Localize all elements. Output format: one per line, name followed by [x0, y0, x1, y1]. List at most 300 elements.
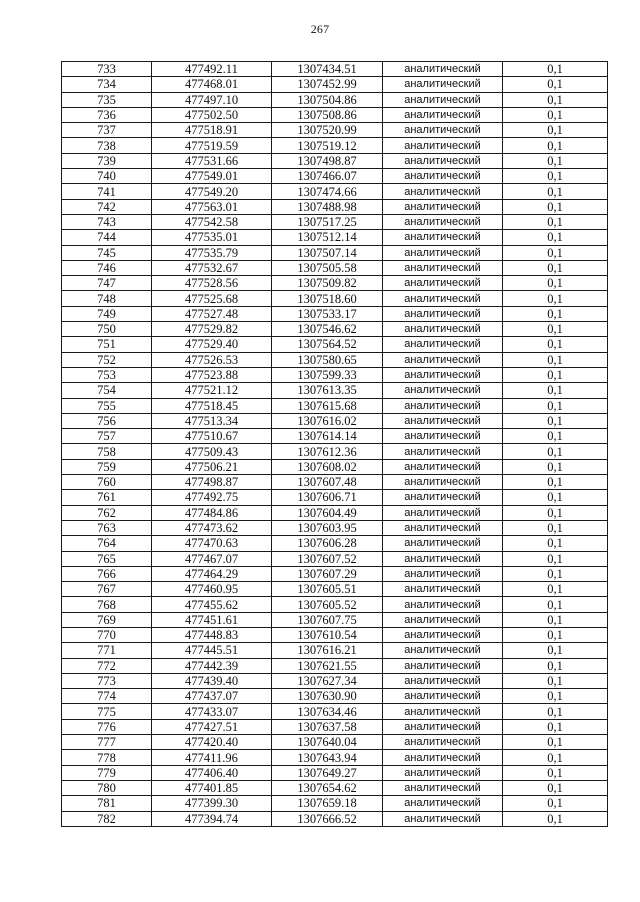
point-number-cell: 734 — [62, 77, 152, 92]
y-coordinate-cell: 1307517.25 — [272, 214, 383, 229]
y-coordinate-cell: 1307512.14 — [272, 230, 383, 245]
x-coordinate-cell: 477529.40 — [152, 337, 272, 352]
point-number-cell: 762 — [62, 505, 152, 520]
accuracy-cell: 0,1 — [503, 597, 608, 612]
y-coordinate-cell: 1307519.12 — [272, 138, 383, 153]
accuracy-cell: 0,1 — [503, 444, 608, 459]
y-coordinate-cell: 1307466.07 — [272, 169, 383, 184]
accuracy-cell: 0,1 — [503, 429, 608, 444]
x-coordinate-cell: 477411.96 — [152, 750, 272, 765]
y-coordinate-cell: 1307605.52 — [272, 597, 383, 612]
accuracy-cell: 0,1 — [503, 750, 608, 765]
table-row — [62, 214, 608, 229]
x-coordinate-cell: 477513.34 — [152, 413, 272, 428]
method-cell: аналитический — [383, 520, 503, 535]
point-number-cell: 745 — [62, 245, 152, 260]
point-number-cell: 740 — [62, 169, 152, 184]
x-coordinate-cell: 477529.82 — [152, 322, 272, 337]
table-row — [62, 627, 608, 642]
method-cell: аналитический — [383, 123, 503, 138]
method-cell: аналитический — [383, 383, 503, 398]
y-coordinate-cell: 1307654.62 — [272, 780, 383, 795]
y-coordinate-cell: 1307614.14 — [272, 429, 383, 444]
method-cell: аналитический — [383, 750, 503, 765]
method-cell: аналитический — [383, 811, 503, 826]
accuracy-cell: 0,1 — [503, 62, 608, 77]
table-row — [62, 107, 608, 122]
y-coordinate-cell: 1307643.94 — [272, 750, 383, 765]
y-coordinate-cell: 1307434.51 — [272, 62, 383, 77]
accuracy-cell: 0,1 — [503, 520, 608, 535]
method-cell: аналитический — [383, 138, 503, 153]
point-number-cell: 782 — [62, 811, 152, 826]
table-row — [62, 291, 608, 306]
x-coordinate-cell: 477526.53 — [152, 352, 272, 367]
table-row — [62, 551, 608, 566]
table-row — [62, 475, 608, 490]
method-cell: аналитический — [383, 612, 503, 627]
x-coordinate-cell: 477535.79 — [152, 245, 272, 260]
x-coordinate-cell: 477542.58 — [152, 214, 272, 229]
y-coordinate-cell: 1307649.27 — [272, 765, 383, 780]
table-row — [62, 260, 608, 275]
accuracy-cell: 0,1 — [503, 276, 608, 291]
accuracy-cell: 0,1 — [503, 245, 608, 260]
point-number-cell: 779 — [62, 765, 152, 780]
table-row — [62, 520, 608, 535]
x-coordinate-cell: 477509.43 — [152, 444, 272, 459]
y-coordinate-cell: 1307518.60 — [272, 291, 383, 306]
point-number-cell: 755 — [62, 398, 152, 413]
table-row — [62, 811, 608, 826]
table-row — [62, 750, 608, 765]
y-coordinate-cell: 1307533.17 — [272, 306, 383, 321]
accuracy-cell: 0,1 — [503, 643, 608, 658]
x-coordinate-cell: 477484.86 — [152, 505, 272, 520]
method-cell: аналитический — [383, 551, 503, 566]
table-row — [62, 459, 608, 474]
y-coordinate-cell: 1307488.98 — [272, 199, 383, 214]
table-row — [62, 582, 608, 597]
accuracy-cell: 0,1 — [503, 92, 608, 107]
accuracy-cell: 0,1 — [503, 704, 608, 719]
table-row — [62, 77, 608, 92]
accuracy-cell: 0,1 — [503, 551, 608, 566]
accuracy-cell: 0,1 — [503, 582, 608, 597]
method-cell: аналитический — [383, 230, 503, 245]
x-coordinate-cell: 477492.75 — [152, 490, 272, 505]
table-row — [62, 689, 608, 704]
x-coordinate-cell: 477420.40 — [152, 735, 272, 750]
x-coordinate-cell: 477492.11 — [152, 62, 272, 77]
y-coordinate-cell: 1307546.62 — [272, 322, 383, 337]
point-number-cell: 753 — [62, 367, 152, 382]
method-cell: аналитический — [383, 505, 503, 520]
method-cell: аналитический — [383, 536, 503, 551]
method-cell: аналитический — [383, 214, 503, 229]
y-coordinate-cell: 1307607.75 — [272, 612, 383, 627]
y-coordinate-cell: 1307666.52 — [272, 811, 383, 826]
point-number-cell: 746 — [62, 260, 152, 275]
table-row — [62, 796, 608, 811]
accuracy-cell: 0,1 — [503, 627, 608, 642]
point-number-cell: 758 — [62, 444, 152, 459]
accuracy-cell: 0,1 — [503, 337, 608, 352]
point-number-cell: 757 — [62, 429, 152, 444]
y-coordinate-cell: 1307520.99 — [272, 123, 383, 138]
method-cell: аналитический — [383, 459, 503, 474]
table-row — [62, 383, 608, 398]
method-cell: аналитический — [383, 658, 503, 673]
method-cell: аналитический — [383, 77, 503, 92]
y-coordinate-cell: 1307505.58 — [272, 260, 383, 275]
point-number-cell: 767 — [62, 582, 152, 597]
accuracy-cell: 0,1 — [503, 475, 608, 490]
accuracy-cell: 0,1 — [503, 780, 608, 795]
method-cell: аналитический — [383, 169, 503, 184]
accuracy-cell: 0,1 — [503, 322, 608, 337]
point-number-cell: 760 — [62, 475, 152, 490]
method-cell: аналитический — [383, 643, 503, 658]
method-cell: аналитический — [383, 184, 503, 199]
x-coordinate-cell: 477532.67 — [152, 260, 272, 275]
point-number-cell: 751 — [62, 337, 152, 352]
point-number-cell: 741 — [62, 184, 152, 199]
method-cell: аналитический — [383, 673, 503, 688]
method-cell: аналитический — [383, 689, 503, 704]
x-coordinate-cell: 477521.12 — [152, 383, 272, 398]
method-cell: аналитический — [383, 566, 503, 581]
table-row — [62, 169, 608, 184]
accuracy-cell: 0,1 — [503, 123, 608, 138]
x-coordinate-cell: 477442.39 — [152, 658, 272, 673]
y-coordinate-cell: 1307634.46 — [272, 704, 383, 719]
x-coordinate-cell: 477394.74 — [152, 811, 272, 826]
table-row — [62, 536, 608, 551]
method-cell: аналитический — [383, 153, 503, 168]
point-number-cell: 763 — [62, 520, 152, 535]
accuracy-cell: 0,1 — [503, 612, 608, 627]
point-number-cell: 733 — [62, 62, 152, 77]
y-coordinate-cell: 1307508.86 — [272, 107, 383, 122]
y-coordinate-cell: 1307613.35 — [272, 383, 383, 398]
x-coordinate-cell: 477468.01 — [152, 77, 272, 92]
x-coordinate-cell: 477527.48 — [152, 306, 272, 321]
x-coordinate-cell: 477437.07 — [152, 689, 272, 704]
point-number-cell: 771 — [62, 643, 152, 658]
x-coordinate-cell: 477427.51 — [152, 719, 272, 734]
y-coordinate-cell: 1307610.54 — [272, 627, 383, 642]
point-number-cell: 748 — [62, 291, 152, 306]
point-number-cell: 749 — [62, 306, 152, 321]
accuracy-cell: 0,1 — [503, 765, 608, 780]
method-cell: аналитический — [383, 352, 503, 367]
method-cell: аналитический — [383, 337, 503, 352]
accuracy-cell: 0,1 — [503, 352, 608, 367]
method-cell: аналитический — [383, 276, 503, 291]
point-number-cell: 777 — [62, 735, 152, 750]
y-coordinate-cell: 1307607.29 — [272, 566, 383, 581]
x-coordinate-cell: 477460.95 — [152, 582, 272, 597]
table-row — [62, 704, 608, 719]
y-coordinate-cell: 1307612.36 — [272, 444, 383, 459]
y-coordinate-cell: 1307606.28 — [272, 536, 383, 551]
table-row — [62, 62, 608, 77]
point-number-cell: 775 — [62, 704, 152, 719]
accuracy-cell: 0,1 — [503, 291, 608, 306]
x-coordinate-cell: 477498.87 — [152, 475, 272, 490]
table-row — [62, 199, 608, 214]
point-number-cell: 764 — [62, 536, 152, 551]
point-number-cell: 742 — [62, 199, 152, 214]
table-row — [62, 765, 608, 780]
coordinates-table — [61, 61, 608, 827]
table-row — [62, 367, 608, 382]
x-coordinate-cell: 477563.01 — [152, 199, 272, 214]
point-number-cell: 756 — [62, 413, 152, 428]
table-row — [62, 184, 608, 199]
table-row — [62, 658, 608, 673]
point-number-cell: 769 — [62, 612, 152, 627]
x-coordinate-cell: 477535.01 — [152, 230, 272, 245]
method-cell: аналитический — [383, 719, 503, 734]
point-number-cell: 766 — [62, 566, 152, 581]
x-coordinate-cell: 477506.21 — [152, 459, 272, 474]
method-cell: аналитический — [383, 413, 503, 428]
accuracy-cell: 0,1 — [503, 719, 608, 734]
accuracy-cell: 0,1 — [503, 735, 608, 750]
point-number-cell: 743 — [62, 214, 152, 229]
x-coordinate-cell: 477518.45 — [152, 398, 272, 413]
point-number-cell: 747 — [62, 276, 152, 291]
y-coordinate-cell: 1307616.21 — [272, 643, 383, 658]
method-cell: аналитический — [383, 245, 503, 260]
accuracy-cell: 0,1 — [503, 214, 608, 229]
x-coordinate-cell: 477518.91 — [152, 123, 272, 138]
y-coordinate-cell: 1307607.48 — [272, 475, 383, 490]
method-cell: аналитический — [383, 735, 503, 750]
method-cell: аналитический — [383, 199, 503, 214]
method-cell: аналитический — [383, 780, 503, 795]
accuracy-cell: 0,1 — [503, 260, 608, 275]
point-number-cell: 744 — [62, 230, 152, 245]
x-coordinate-cell: 477401.85 — [152, 780, 272, 795]
accuracy-cell: 0,1 — [503, 459, 608, 474]
table-row — [62, 92, 608, 107]
y-coordinate-cell: 1307507.14 — [272, 245, 383, 260]
method-cell: аналитический — [383, 475, 503, 490]
table-row — [62, 398, 608, 413]
x-coordinate-cell: 477464.29 — [152, 566, 272, 581]
point-number-cell: 736 — [62, 107, 152, 122]
table-row — [62, 352, 608, 367]
table-row — [62, 566, 608, 581]
x-coordinate-cell: 477470.63 — [152, 536, 272, 551]
x-coordinate-cell: 477531.66 — [152, 153, 272, 168]
method-cell: аналитический — [383, 429, 503, 444]
table-row — [62, 306, 608, 321]
x-coordinate-cell: 477549.01 — [152, 169, 272, 184]
method-cell: аналитический — [383, 444, 503, 459]
table-row — [62, 153, 608, 168]
method-cell: аналитический — [383, 490, 503, 505]
accuracy-cell: 0,1 — [503, 796, 608, 811]
y-coordinate-cell: 1307498.87 — [272, 153, 383, 168]
table-row — [62, 673, 608, 688]
method-cell: аналитический — [383, 582, 503, 597]
x-coordinate-cell: 477497.10 — [152, 92, 272, 107]
point-number-cell: 754 — [62, 383, 152, 398]
point-number-cell: 750 — [62, 322, 152, 337]
x-coordinate-cell: 477399.30 — [152, 796, 272, 811]
point-number-cell: 737 — [62, 123, 152, 138]
y-coordinate-cell: 1307627.34 — [272, 673, 383, 688]
method-cell: аналитический — [383, 796, 503, 811]
point-number-cell: 768 — [62, 597, 152, 612]
y-coordinate-cell: 1307659.18 — [272, 796, 383, 811]
method-cell: аналитический — [383, 291, 503, 306]
table-row — [62, 123, 608, 138]
accuracy-cell: 0,1 — [503, 306, 608, 321]
table-row — [62, 138, 608, 153]
point-number-cell: 739 — [62, 153, 152, 168]
accuracy-cell: 0,1 — [503, 184, 608, 199]
table-row — [62, 490, 608, 505]
table-row — [62, 276, 608, 291]
table-row — [62, 643, 608, 658]
x-coordinate-cell: 477549.20 — [152, 184, 272, 199]
y-coordinate-cell: 1307607.52 — [272, 551, 383, 566]
method-cell: аналитический — [383, 765, 503, 780]
accuracy-cell: 0,1 — [503, 490, 608, 505]
accuracy-cell: 0,1 — [503, 566, 608, 581]
method-cell: аналитический — [383, 260, 503, 275]
accuracy-cell: 0,1 — [503, 383, 608, 398]
y-coordinate-cell: 1307608.02 — [272, 459, 383, 474]
x-coordinate-cell: 477467.07 — [152, 551, 272, 566]
table-row — [62, 322, 608, 337]
point-number-cell: 781 — [62, 796, 152, 811]
x-coordinate-cell: 477502.50 — [152, 107, 272, 122]
x-coordinate-cell: 477439.40 — [152, 673, 272, 688]
y-coordinate-cell: 1307564.52 — [272, 337, 383, 352]
y-coordinate-cell: 1307474.66 — [272, 184, 383, 199]
y-coordinate-cell: 1307599.33 — [272, 367, 383, 382]
accuracy-cell: 0,1 — [503, 138, 608, 153]
x-coordinate-cell: 477451.61 — [152, 612, 272, 627]
table-row — [62, 780, 608, 795]
table-row — [62, 597, 608, 612]
y-coordinate-cell: 1307509.82 — [272, 276, 383, 291]
accuracy-cell: 0,1 — [503, 230, 608, 245]
accuracy-cell: 0,1 — [503, 169, 608, 184]
point-number-cell: 765 — [62, 551, 152, 566]
x-coordinate-cell: 477406.40 — [152, 765, 272, 780]
y-coordinate-cell: 1307603.95 — [272, 520, 383, 535]
point-number-cell: 738 — [62, 138, 152, 153]
x-coordinate-cell: 477433.07 — [152, 704, 272, 719]
x-coordinate-cell: 477510.67 — [152, 429, 272, 444]
accuracy-cell: 0,1 — [503, 689, 608, 704]
method-cell: аналитический — [383, 398, 503, 413]
x-coordinate-cell: 477455.62 — [152, 597, 272, 612]
accuracy-cell: 0,1 — [503, 413, 608, 428]
method-cell: аналитический — [383, 92, 503, 107]
y-coordinate-cell: 1307605.51 — [272, 582, 383, 597]
accuracy-cell: 0,1 — [503, 536, 608, 551]
table-row — [62, 230, 608, 245]
method-cell: аналитический — [383, 597, 503, 612]
method-cell: аналитический — [383, 704, 503, 719]
accuracy-cell: 0,1 — [503, 811, 608, 826]
method-cell: аналитический — [383, 62, 503, 77]
accuracy-cell: 0,1 — [503, 107, 608, 122]
method-cell: аналитический — [383, 627, 503, 642]
y-coordinate-cell: 1307452.99 — [272, 77, 383, 92]
point-number-cell: 778 — [62, 750, 152, 765]
y-coordinate-cell: 1307637.58 — [272, 719, 383, 734]
y-coordinate-cell: 1307640.04 — [272, 735, 383, 750]
point-number-cell: 773 — [62, 673, 152, 688]
table-row — [62, 505, 608, 520]
point-number-cell: 759 — [62, 459, 152, 474]
accuracy-cell: 0,1 — [503, 367, 608, 382]
table-row — [62, 612, 608, 627]
table-row — [62, 719, 608, 734]
coordinates-table-body — [62, 62, 608, 827]
point-number-cell: 735 — [62, 92, 152, 107]
table-row — [62, 735, 608, 750]
point-number-cell: 774 — [62, 689, 152, 704]
y-coordinate-cell: 1307504.86 — [272, 92, 383, 107]
y-coordinate-cell: 1307630.90 — [272, 689, 383, 704]
method-cell: аналитический — [383, 367, 503, 382]
table-row — [62, 337, 608, 352]
method-cell: аналитический — [383, 107, 503, 122]
accuracy-cell: 0,1 — [503, 673, 608, 688]
x-coordinate-cell: 477519.59 — [152, 138, 272, 153]
y-coordinate-cell: 1307621.55 — [272, 658, 383, 673]
accuracy-cell: 0,1 — [503, 398, 608, 413]
accuracy-cell: 0,1 — [503, 658, 608, 673]
x-coordinate-cell: 477523.88 — [152, 367, 272, 382]
table-row — [62, 444, 608, 459]
point-number-cell: 752 — [62, 352, 152, 367]
method-cell: аналитический — [383, 322, 503, 337]
table-row — [62, 245, 608, 260]
table-row — [62, 429, 608, 444]
x-coordinate-cell: 477528.56 — [152, 276, 272, 291]
accuracy-cell: 0,1 — [503, 77, 608, 92]
y-coordinate-cell: 1307616.02 — [272, 413, 383, 428]
point-number-cell: 770 — [62, 627, 152, 642]
accuracy-cell: 0,1 — [503, 505, 608, 520]
y-coordinate-cell: 1307615.68 — [272, 398, 383, 413]
y-coordinate-cell: 1307606.71 — [272, 490, 383, 505]
method-cell: аналитический — [383, 306, 503, 321]
x-coordinate-cell: 477448.83 — [152, 627, 272, 642]
x-coordinate-cell: 477525.68 — [152, 291, 272, 306]
table-row — [62, 413, 608, 428]
point-number-cell: 776 — [62, 719, 152, 734]
point-number-cell: 761 — [62, 490, 152, 505]
y-coordinate-cell: 1307604.49 — [272, 505, 383, 520]
point-number-cell: 772 — [62, 658, 152, 673]
page-number: 267 — [310, 22, 330, 36]
accuracy-cell: 0,1 — [503, 153, 608, 168]
point-number-cell: 780 — [62, 780, 152, 795]
accuracy-cell: 0,1 — [503, 199, 608, 214]
